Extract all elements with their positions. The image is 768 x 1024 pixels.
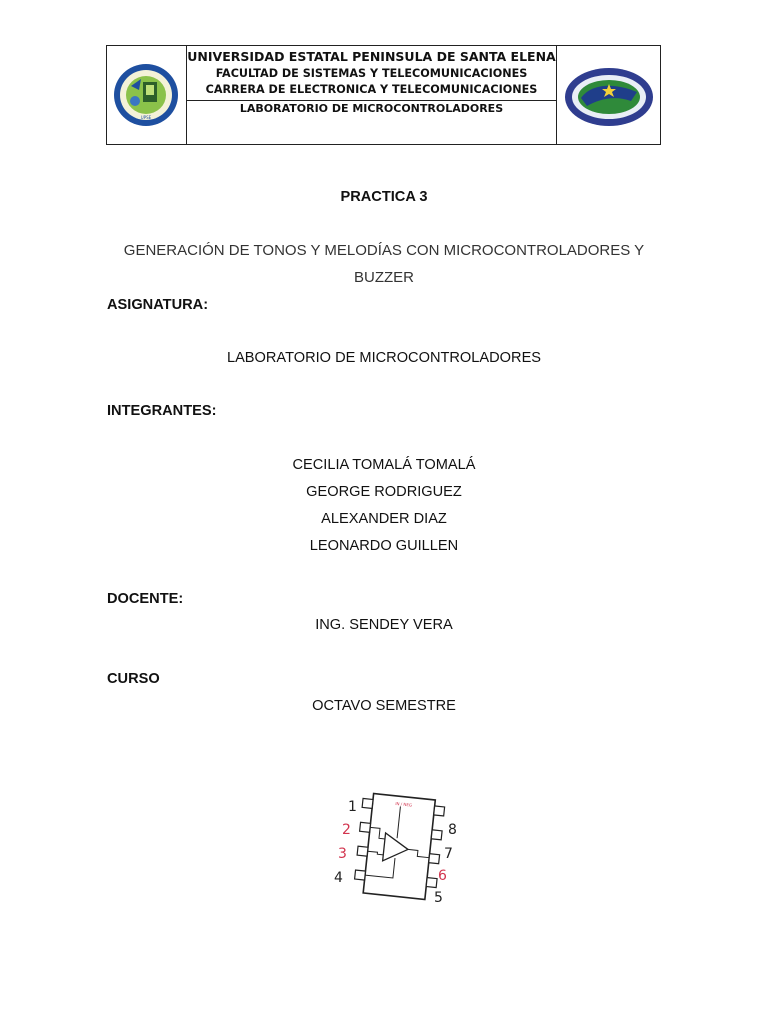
faculty-seal-icon	[107, 46, 186, 144]
practice-title: PRACTICA 3	[340, 189, 428, 205]
course-label: CURSO	[107, 671, 160, 687]
member-name: ALEXANDER DIAZ	[321, 511, 447, 527]
svg-text:UPSE: UPSE	[140, 115, 152, 120]
subject-value: LABORATORIO DE MICROCONTROLADORES	[226, 350, 542, 366]
lab-name: LABORATORIO DE MICROCONTROLADORES	[239, 102, 504, 115]
pin-number: 8	[448, 822, 457, 838]
members-label: INTEGRANTES:	[107, 403, 217, 419]
member-name: CECILIA TOMALÁ TOMALÁ	[292, 457, 476, 473]
subject-label: ASIGNATURA:	[107, 297, 209, 313]
practice-subtitle-line1: GENERACIÓN DE TONOS Y MELODÍAS CON MICROCONTROLADORES Y	[123, 242, 645, 259]
member-name: GEORGE RODRIGUEZ	[306, 484, 462, 500]
university-seal-icon	[557, 46, 660, 144]
university-name: UNIVERSIDAD ESTATAL PENINSULA DE SANTA ELENA	[187, 49, 556, 64]
logo-left-cell	[107, 46, 187, 144]
career-name: CARRERA DE ELECTRONICA Y TELECOMUNICACIONES	[205, 83, 538, 96]
op-amp-diagram-icon	[326, 787, 482, 912]
pin-number: 2	[342, 822, 351, 838]
faculty-name: FACULTAD DE SISTEMAS Y TELECOMUNICACIONES	[215, 67, 528, 80]
pin-number: 3	[338, 846, 347, 862]
header-center	[187, 46, 556, 144]
pin-number: 6	[438, 868, 447, 884]
pin-number: 7	[444, 846, 453, 862]
pin-number: 1	[348, 799, 357, 815]
pin-number: 4	[334, 870, 343, 886]
course-value: OCTAVO SEMESTRE	[312, 698, 456, 714]
teacher-value: ING. SENDEY VERA	[315, 617, 453, 633]
svg-text:IN / NEG: IN / NEG	[395, 800, 413, 808]
header-table	[106, 45, 661, 145]
member-name: LEONARDO GUILLEN	[309, 538, 459, 554]
teacher-label: DOCENTE:	[107, 591, 184, 607]
logo-right-cell	[556, 46, 660, 144]
header-top-block	[187, 46, 556, 101]
pin-number: 5	[434, 890, 443, 906]
practice-subtitle-line2: BUZZER	[354, 269, 414, 286]
